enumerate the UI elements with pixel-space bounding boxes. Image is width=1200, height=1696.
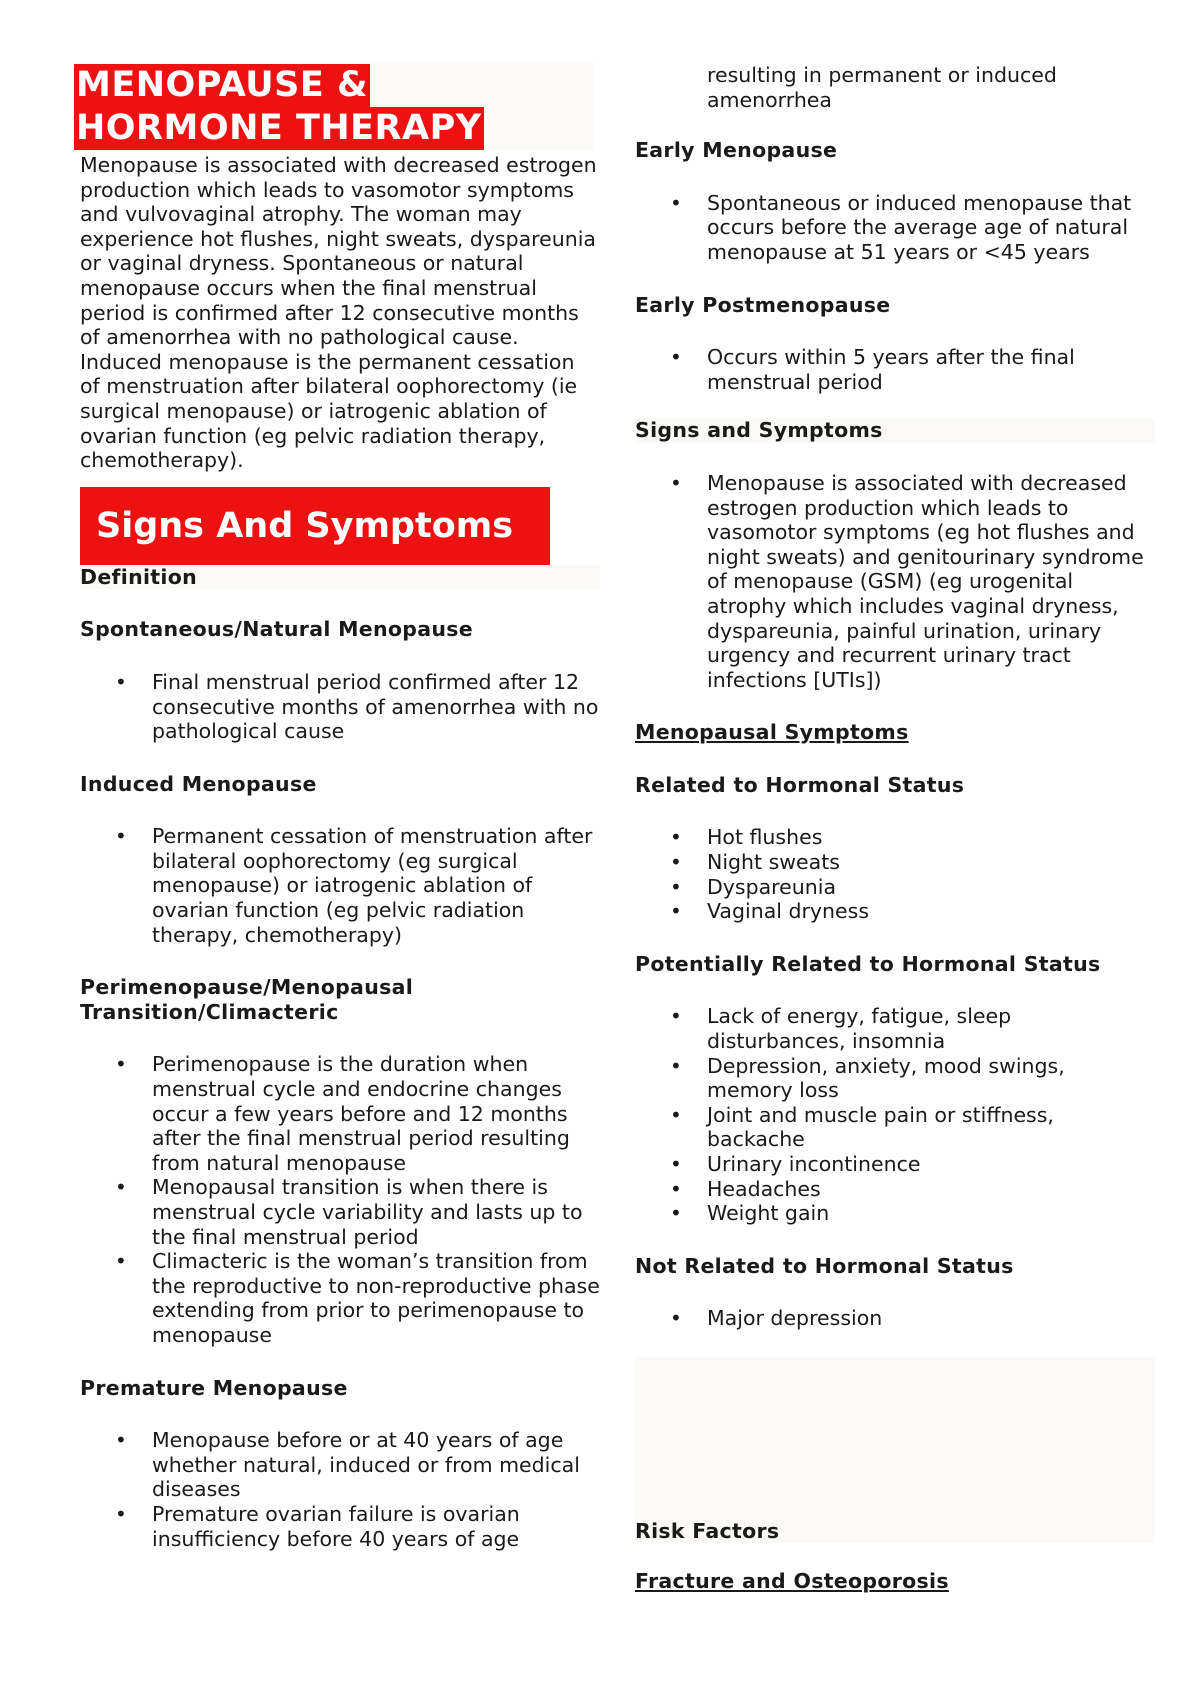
early-menopause-heading: Early Menopause bbox=[635, 138, 838, 163]
signs-and-symptoms-banner: Signs And Symptoms bbox=[80, 487, 550, 565]
bullet-icon: • bbox=[670, 1102, 682, 1127]
early-menopause-list bbox=[635, 191, 1155, 265]
bullet-icon: • bbox=[670, 1306, 682, 1331]
perimenopause-heading: Perimenopause/Menopausal Transition/Climacteric bbox=[80, 975, 414, 1024]
list-item: • Dyspareunia bbox=[670, 874, 837, 899]
bullet-icon: • bbox=[115, 1175, 127, 1200]
bullet-icon: • bbox=[115, 1501, 127, 1526]
bullet-icon: • bbox=[670, 825, 682, 850]
potentially-related-heading: Potentially Related to Hormonal Status bbox=[635, 951, 1101, 976]
bullet-icon: • bbox=[670, 1004, 682, 1029]
list-item: • Menopause before or at 40 years of age whether natural, induced or from medical diseases bbox=[115, 1428, 580, 1502]
not-related-heading: Not Related to Hormonal Status bbox=[635, 1253, 1014, 1278]
bullet-icon: • bbox=[670, 345, 682, 370]
list-item: • Joint and muscle pain or stiffness, backache bbox=[670, 1102, 1054, 1152]
spontaneous-menopause-list bbox=[80, 670, 600, 744]
bullet-icon: • bbox=[670, 470, 682, 495]
bullet-icon: • bbox=[670, 874, 682, 899]
bullet-icon: • bbox=[670, 190, 682, 215]
bullet-icon: • bbox=[670, 899, 682, 924]
list-item: • Headaches bbox=[670, 1176, 821, 1201]
left-column bbox=[76, 62, 600, 1551]
document-title-line-2: HORMONE THERAPY bbox=[76, 108, 482, 148]
list-item: • Urinary incontinence bbox=[670, 1152, 921, 1176]
list-item: • Menopause is associated with decreased estrogen production which leads to vasomotor symptoms (eg hot flushes and night sweats) and genitourinary syndrome of menopause (GSM) (eg urogenital atrophy which includes vaginal dryness, dyspareunia, painful urination, urinary urgency and recurrent urinary tract infections [UTIs]) bbox=[670, 470, 1144, 692]
bullet-icon: • bbox=[670, 1053, 682, 1078]
list-item: • Permanent cessation of menstruation after bilateral oophorectomy (eg surgical menopause) or iatrogenic ablation of ovarian function (eg pelvic radiation therapy, chemotherapy) bbox=[115, 824, 593, 947]
definition-heading: Definition bbox=[80, 565, 600, 590]
right-column bbox=[635, 63, 1155, 1594]
blank-shaded-area bbox=[635, 1357, 1155, 1543]
bullet-icon: • bbox=[115, 1249, 127, 1274]
bullet-icon: • bbox=[670, 1201, 682, 1226]
related-hormonal-list bbox=[635, 825, 1155, 923]
list-item: • Occurs within 5 years after the final menstrual period bbox=[670, 345, 1075, 394]
document-title-block bbox=[74, 62, 594, 150]
signs-symptoms-heading: Signs and Symptoms bbox=[635, 418, 1155, 443]
list-item: • Vaginal dryness bbox=[670, 899, 870, 924]
early-postmenopause-heading: Early Postmenopause bbox=[635, 292, 891, 317]
induced-menopause-list bbox=[80, 824, 600, 947]
premature-menopause-list bbox=[80, 1428, 600, 1551]
fracture-osteoporosis-heading: Fracture and Osteoporosis bbox=[635, 1568, 949, 1593]
related-hormonal-heading: Related to Hormonal Status bbox=[635, 772, 965, 797]
list-item: • Hot flushes bbox=[670, 825, 823, 850]
bullet-icon: • bbox=[115, 1428, 127, 1453]
not-related-list bbox=[635, 1306, 1155, 1331]
bullet-icon: • bbox=[670, 1176, 682, 1201]
potentially-related-list bbox=[635, 1004, 1155, 1225]
menopausal-symptoms-heading: Menopausal Symptoms bbox=[635, 720, 909, 745]
list-item: • Premature ovarian failure is ovarian insufficiency before 40 years of age bbox=[115, 1501, 520, 1551]
signs-symptoms-list bbox=[635, 471, 1155, 692]
perimenopause-list bbox=[80, 1052, 600, 1347]
list-item: • Night sweats bbox=[670, 850, 840, 875]
list-item: • Weight gain bbox=[670, 1201, 830, 1226]
bullet-icon: • bbox=[670, 850, 682, 875]
list-item: • Menopausal transition is when there is menstrual cycle variability and lasts up to the final menstrual period bbox=[115, 1175, 583, 1249]
bullet-icon: • bbox=[115, 1052, 127, 1077]
bullet-icon: • bbox=[670, 1152, 682, 1176]
list-item: • Major depression bbox=[670, 1306, 883, 1331]
list-item: • Depression, anxiety, mood swings, memory loss bbox=[670, 1053, 1065, 1103]
risk-factors-heading: Risk Factors bbox=[635, 1518, 780, 1543]
intro-paragraph: Menopause is associated with decreased estrogen production which leads to vasomotor symptoms and vulvovaginal atrophy. The woman may experience hot flushes, night sweats, dyspareunia or vaginal dryness. Spontaneous or natural menopause occurs when the final menstrual period is confirmed after 12 consecutive months of amenorrhea with no pathological cause. Induced menopause is the permanent cessation of menstruation after bilateral oophorectomy (ie surgical menopause) or iatrogenic ablation of ovarian function (eg pelvic radiation therapy, chemotherapy). bbox=[80, 153, 597, 473]
early-postmenopause-list bbox=[635, 345, 1155, 394]
list-item: • Spontaneous or induced menopause that occurs before the average age of natural menopause at 51 years or <45 years bbox=[670, 190, 1132, 264]
list-item: • Lack of energy, fatigue, sleep disturbances, insomnia bbox=[670, 1004, 1012, 1054]
spontaneous-menopause-heading: Spontaneous/Natural Menopause bbox=[80, 617, 473, 642]
document-title-line-1: MENOPAUSE & bbox=[76, 65, 368, 105]
continuation-text: resulting in permanent or induced amenorrhea bbox=[707, 63, 1057, 112]
bullet-icon: • bbox=[115, 669, 127, 694]
bullet-icon: • bbox=[115, 824, 127, 849]
list-item: • Final menstrual period confirmed after 12 consecutive months of amenorrhea with no pathological cause bbox=[115, 669, 599, 744]
induced-menopause-heading: Induced Menopause bbox=[80, 771, 317, 796]
list-item: • Perimenopause is the duration when menstrual cycle and endocrine changes occur a few years before and 12 months after the final menstrual period resulting from natural menopause bbox=[115, 1052, 570, 1175]
list-item: • Climacteric is the woman’s transition from the reproductive to non-reproductive phase extending from prior to perimenopause to menopause bbox=[115, 1249, 600, 1347]
premature-menopause-heading: Premature Menopause bbox=[80, 1375, 348, 1400]
